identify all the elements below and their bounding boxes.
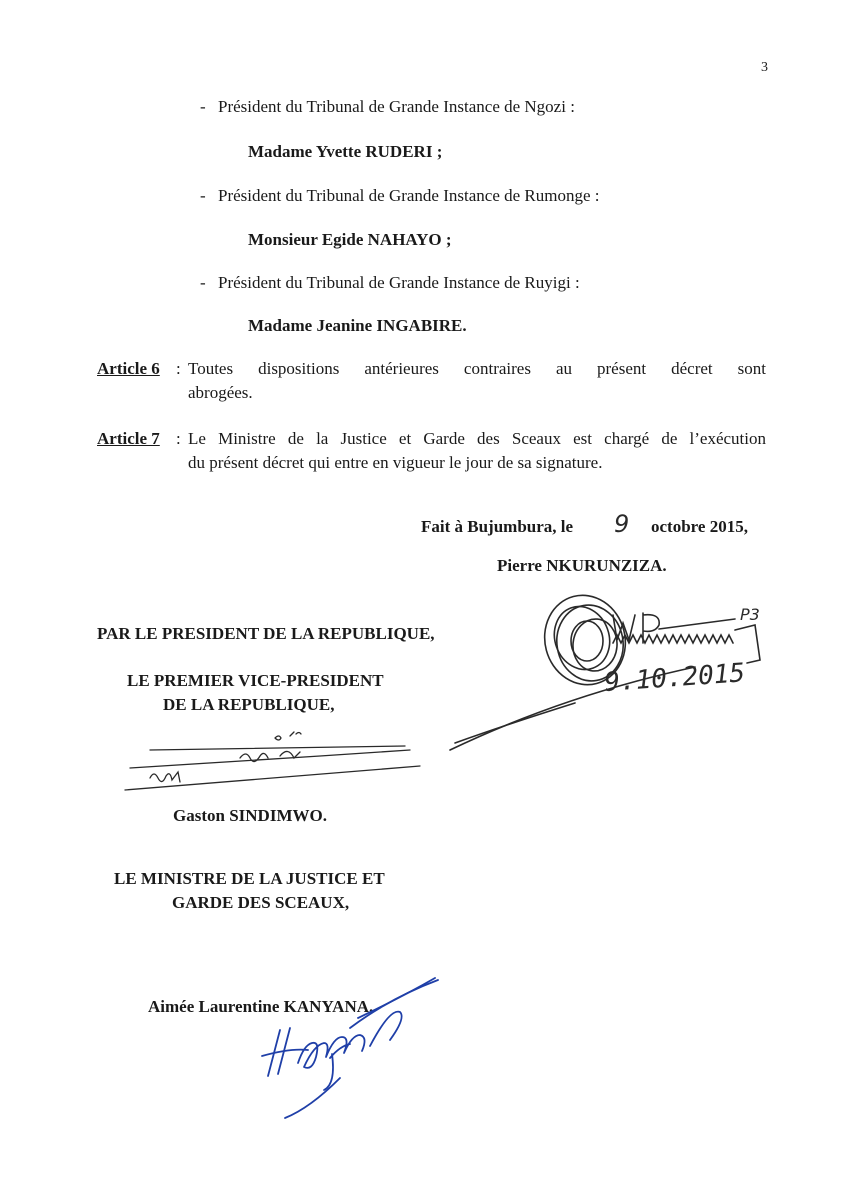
president-signature-date: 9.10.2015 (603, 658, 747, 698)
vp-signature (120, 728, 430, 798)
president-name-ruyigi: Madame Jeanine INGABIRE. (248, 316, 467, 335)
president-signature-initials: P3 (740, 605, 760, 624)
president-name: Pierre NKURUNZIZA. (497, 556, 667, 575)
bullet-dash: - (200, 186, 206, 205)
bullet-dash: - (200, 273, 206, 292)
vp-name: Gaston SINDIMWO. (173, 806, 327, 825)
president-name-ngozi: Madame Yvette RUDERI ; (248, 142, 443, 161)
minister-title-line-1: LE MINISTRE DE LA JUSTICE ET (114, 869, 385, 888)
president-signature (445, 585, 775, 760)
article-6-label: Article 6 (97, 359, 160, 378)
president-title-rumonge: Président du Tribunal de Grande Instance de Rumonge : (218, 186, 600, 205)
minister-title-line-2: GARDE DES SCEAUX, (172, 893, 350, 912)
article-6-line-2: abrogées. (188, 383, 253, 402)
article-6-line-1: Toutes dispositions antérieures contraires au présent décret sont (188, 359, 766, 378)
article-7-line-1: Le Ministre de la Justice et Garde des Sceaux est chargé de l’exécution (188, 429, 766, 448)
president-title-ruyigi: Président du Tribunal de Grande Instance de Ruyigi : (218, 273, 580, 292)
par-le-president: PAR LE PRESIDENT DE LA REPUBLIQUE, (97, 624, 435, 643)
president-name-rumonge: Monsieur Egide NAHAYO ; (248, 230, 452, 249)
president-title-ngozi: Président du Tribunal de Grande Instance de Ngozi : (218, 97, 575, 116)
closing-place: Fait à Bujumbura, le (421, 517, 574, 536)
closing-month-year: octobre 2015, (651, 517, 748, 536)
article-7-separator: : (176, 429, 181, 448)
minister-signature (250, 968, 450, 1128)
bullet-dash: - (200, 97, 206, 116)
vp-title-line-1: LE PREMIER VICE-PRESIDENT (127, 671, 384, 690)
article-7-line-2: du présent décret qui entre en vigueur le jour de sa signature. (188, 453, 603, 472)
vp-title-line-2: DE LA REPUBLIQUE, (163, 695, 335, 714)
minister-name: Aimée Laurentine KANYANA. (148, 997, 374, 1016)
article-7-label: Article 7 (97, 429, 160, 448)
page-number: 3 (761, 60, 768, 75)
closing-day-handwritten: 9 (614, 510, 630, 538)
article-6-separator: : (176, 359, 181, 378)
